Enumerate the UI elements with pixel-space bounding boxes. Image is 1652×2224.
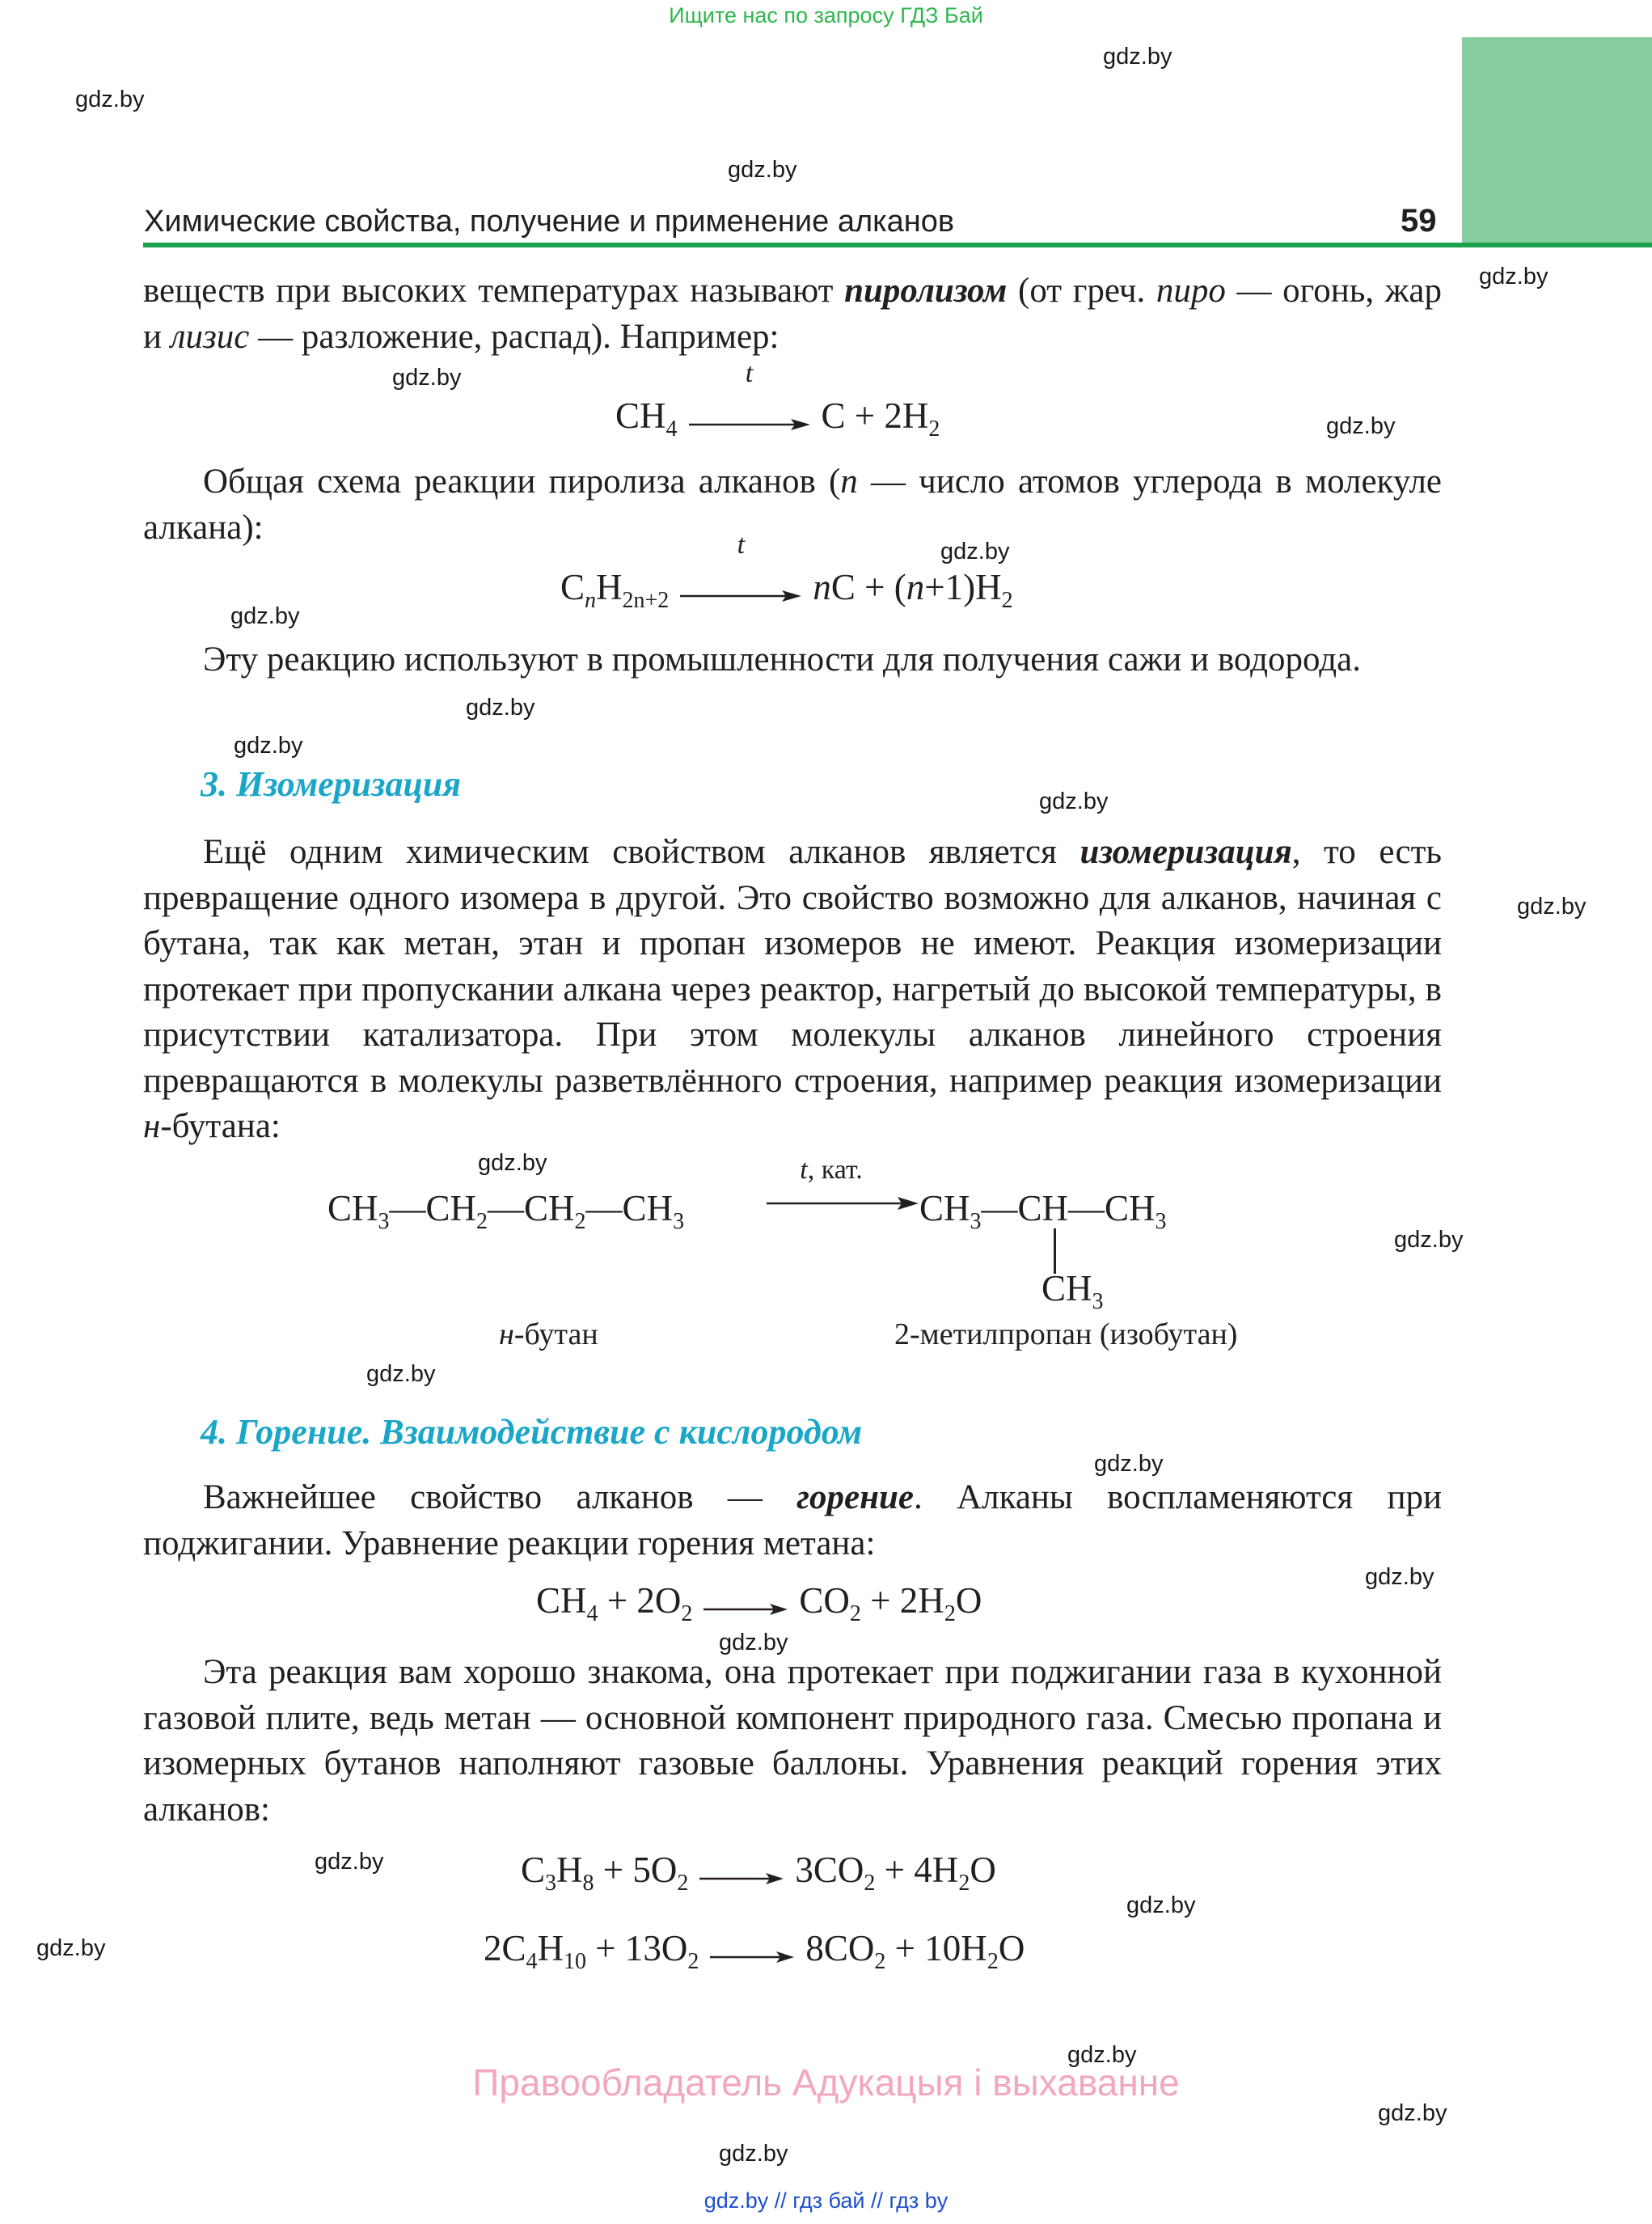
watermark: gdz.by [1326,413,1396,439]
isomerization-right-structure: $CH_3—CH—CH_3$ [919,1188,1167,1234]
page-number: 59 [1401,203,1437,239]
watermark: gdz.by [728,157,797,183]
copyright-notice: Правообладатель Адукацыя і выхаванне [472,2061,1180,2103]
paragraph-pyrolysis-definition: веществ при высоких температурах называют пиролизом (от греч. пиро — огонь, жар и лизис — разложение, распад). Например: [143,272,1443,356]
watermark: gdz.by [75,87,145,112]
watermark: gdz.by [478,1150,547,1176]
equation-general-pyrolysis: $C_nH_{2n+2}$ t nC + $(n+1)H_2$ [560,529,1013,613]
watermark: gdz.by [392,365,462,391]
equation-methane-combustion: $CH_4 + 2O_2$ $CO_2 + 2H_2O$ [536,1580,982,1626]
watermark: gdz.by [366,1361,436,1387]
equation-butane-combustion: $2C_4H_{10} + 13O_2$ $8CO_2 + 10H_2O$ [484,1928,1025,1974]
equation-methane-pyrolysis: $CH_4$ t $C + 2H_2$ [615,357,940,442]
footer-links[interactable]: gdz.by // гдз бай // гдз by [703,2188,949,2213]
watermark: gdz.by [1365,1564,1434,1590]
section-heading-isomerization: 3. Изомеризация [201,764,462,804]
section-heading-combustion: 4. Горение. Взаимодействие с кислородом [201,1412,863,1452]
watermark: gdz.by [230,603,300,629]
page-tab-decoration [1462,37,1652,243]
watermark: gdz.by [234,733,303,759]
isomerization-left-structure: $CH_3—CH_2—CH_2—CH_3$ [327,1188,685,1234]
reaction-arrow-icon [710,1950,794,1964]
paragraph-pyrolysis-scheme: Общая схема реакции пиролиза алканов (n — число атомов углерода в молекуле алкана): [143,463,1442,547]
watermark: gdz.by [1517,894,1587,920]
watermark: gdz.by [1067,2042,1137,2068]
watermark: gdz.by [315,1849,384,1875]
paragraph-pyrolysis-usage: Эту реакцию используют в промышленности для получения сажи и водорода. [203,641,1361,679]
reaction-arrow-icon [689,417,810,432]
equation-propane-combustion: $C_3H_8 + 5O_2$ $3CO_2 + 4H_2O$ [521,1850,996,1896]
paragraph-combustion: Важнейшее свойство алканов — горение. Алканы воспламеняются при поджигании. Уравнение реакции горения метана: [143,1478,1443,1562]
reaction-arrow-icon [680,589,801,603]
watermark: gdz.by [719,2141,788,2167]
watermark: gdz.by [1378,2100,1447,2126]
watermark: gdz.by [1126,1892,1196,1918]
caption-n-butane: н-бутан [499,1317,598,1351]
top-banner: Ищите нас по запросу ГДЗ Бай [669,3,983,27]
isomerization-arrow: t, кат. [767,1195,919,1216]
paragraph-gas-usage: Эта реакция вам хорошо знакома, она протекает при поджигании газа в кухонной газовой плите, ведь метан — основной компонент природного газа. Смесью пропана и изомерных бутанов наполняют газовые баллоны. Уравнения реакций горения этих алканов: [143,1653,1442,1829]
watermark: gdz.by [1479,264,1548,290]
watermark: gdz.by [1094,1451,1164,1477]
watermark: gdz.by [466,695,535,721]
watermark: gdz.by [1039,789,1109,814]
watermark: gdz.by [36,1935,106,1961]
running-header-title: Химические свойства, получение и применение алканов [144,205,955,239]
watermark: gdz.by [719,1630,788,1655]
term-combustion: горение [796,1478,915,1516]
term-pyrolysis: пиролизом [844,272,1008,310]
paragraph-isomerization: Ещё одним химическим свойством алканов является изомеризация, то есть превращение одного изомера в другой. Это свойство возможно для алканов, начиная с бутана, так как метан, этан и пропан изомеров не имеют. Реакция изомеризации протекает при пропускании алкана через реактор, нагретый до высокой температуры, в присутствии катализатора. При этом молекулы алканов линейного строения превращаются в молекулы разветвлённого строения, например реакция изомеризации н-бутана: [143,833,1443,1145]
watermark: gdz.by [1394,1227,1464,1253]
reaction-arrow-icon [699,1871,784,1886]
reaction-arrow-icon [703,1602,788,1617]
watermark: gdz.by [1103,44,1172,70]
isomerization-branch-methyl: $CH_3$ [1041,1268,1104,1314]
reaction-arrow-icon [767,1195,919,1211]
term-isomerization: изомеризация [1080,833,1292,871]
watermark: gdz.by [940,539,1010,564]
caption-isobutane: 2-метилпропан (изобутан) [894,1317,1238,1351]
header-rule [143,243,1652,247]
